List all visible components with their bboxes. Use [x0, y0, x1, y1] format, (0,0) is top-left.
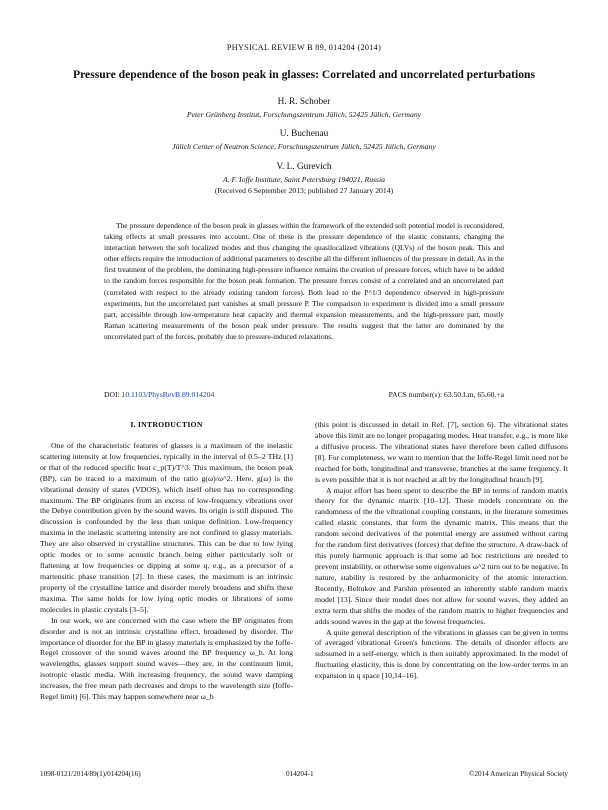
body-paragraph: In our work, we are concerned with the case where the BP originates from disorder and is not an intrinsic crystalline effect, broadened by disorder. The importance of disorder for the BP in glassy materials is emphasized by the Ioffe-Regel crossover of the sound waves around the BP frequency ω_b. At long wavelengths, glasses support sound waves—they are, in the continuum limit, isotropic elastic media. With increasing frequency, the sound wave damping increases, the free mean path decreases and drops to the wavelength size (Ioffe-Regel limit) [6]. This may happen somewhere near ω_b [40, 615, 293, 702]
author-name: U. Buchenau [279, 129, 329, 139]
body-paragraph: One of the characteristic features of glasses is a maximum of the inelastic scattering intensity at low frequencies, typically in the interval of 0.5–2 THz [1] or that of the reduced specific heat c_p(T)/T^3. This maximum, the boson peak (BP), can be traced to a maximum of the ratio g(ω)/ω^2. Here, g(ω) is the vibrational density of states (VDOS), which itself often has no corresponding maximum. The BP originates from an excess of low-frequency vibrations over the Debye contribution given by the sound waves. Its origin is still disputed. The discussion is confounded by the less than unique definition. Low-frequency maxima in the inelastic scattering intensity are not confined to glassy materials. They are also observed in crystalline structures. This can be due to low lying optic modes or to some acoustic branch being either particularly soft or flattening at low frequencies or dipping at some q, e.g., as a precursor of a martensitic phase transition [2]. In these cases, the maximum is an intrinsic property of the crystalline lattice and disorder merely broadens and shifts these maxima. The same holds for low lying optic modes or librations of some molecules in plastic crystals [3–5]. [40, 440, 293, 614]
pacs-numbers: PACS number(s): 63.50.Lm, 65.60.+a [388, 390, 504, 399]
body-paragraph: A quite general description of the vibrations in glasses can be given in terms of averaged vibrational Green's functions. The details of disorder effects are subsumed in a self-energy, which is then suitably approximated. In the model of fluctuating elasticity, this is done by concentrating on the low-order terms in an expansion in q space [10,14–16]. [315, 627, 568, 681]
right-column [315, 420, 568, 682]
running-head: PHYSICAL REVIEW B 89, 014204 (2014) [226, 43, 382, 52]
doi-pacs-row [104, 390, 504, 399]
footer-code: 1098-0121/2014/89(1)/014204(16) [40, 770, 141, 778]
section-heading: I. INTRODUCTION [130, 420, 203, 429]
author-affiliation: Peter Grünberg Institut, Forschungszentrum Jülich, 52425 Jülich, Germany [186, 110, 422, 119]
doi-link[interactable]: 10.1103/PhysRevB.89.014204 [121, 390, 215, 399]
abstract-text: The pressure dependence of the boson peak in glasses within the framework of the extended soft potential model is reconsidered, taking effects at small pressures into account. One of these is the pressure dependence of the elastic constants, changing the interaction between the soft localized modes and thus changing the quasilocalized vibrations (QLVs) of the boson peak. This and other effects require the introduction of additional parameters to describe all the different influences of the pressure in detail. As in the first treatment of the problem, the dominating high-pressure influence remains the creation of pressure forces, which have to be added to the random forces responsible for the boson peak formation. The pressure forces consist of a correlated and an uncorrelated part (correlated with respect to the already existing random forces). Both lead to the P^1/3 dependence observed in high-pressure experiments, but the uncorrelated part vanishes at small pressure P. The comparison to experiment is divided into a small pressure part, accessible through low-temperature heat capacity and thermal expansion measurements, and the high-pressure part, mostly Raman scattering measurements of the boson peak under pressure. The results suggest that the latter are dominated by the uncorrelated part of the forces, probably due to pressure-induced relaxations. [104, 221, 504, 341]
author-affiliation: Jülich Center of Neutron Science, Forschungszentrum Jülich, 52425 Jülich, Germany [172, 142, 436, 151]
paper-title: Pressure dependence of the boson peak in glasses: Correlated and uncorrelated perturbations [73, 68, 535, 81]
body-paragraph: A major effort has been spent to describe the BP in terms of random matrix theory for the dynamic matrix [10–12]. These models concentrate on the randomness of the the vibrational coupling constants, in the literature sometimes called elastic constants, that form the dynamic matrix. This means that the random second derivatives of the potential energy are assumed without caring for the random first derivatives (forces) that define the structure. A draw-back of this purely harmonic approach is that some ad hoc restrictions are needed to prevent instability, or otherwise some eigenvalues ω^2 turn out to be negative. In nature, stability is restored by the anharmonicity of the atomic interaction. Recently, Beltukov and Parshin presented an inherently stable random matrix model [13]. Since their model does not allow for sound waves, they added an extra term that shifts the modes of the random matrix to higher frequencies and adds sound waves in the gap at the lowest frequencies. [315, 485, 568, 626]
doi-label: DOI: [104, 390, 120, 399]
received-dates: (Received 6 September 2013; published 27 January 2014) [214, 186, 394, 195]
author-name: V. L. Gurevich [276, 162, 332, 172]
abstract [104, 220, 504, 342]
author-name: H. R. Schober [277, 97, 331, 107]
author-affiliation: A. F. Ioffe Institute, Saint Petersburg 194021, Russia [222, 175, 386, 184]
left-column [40, 420, 293, 703]
page-number: 014204-1 [286, 770, 314, 778]
body-paragraph: (this point is discussed in detail in Ref. [7], section 6). The vibrational states above this limit are no longer propagating modes. Heat transfer, e.g., is more like a diffusive process. The vibrational states have therefore been called diffusons [8]. For completeness, we want to mention that the Ioffe-Regel limit need not be reached for both, longitudinal and transverse, branches at the same frequency. It is even possible that it is not reached at all by the longitudinal branch [9]. [315, 420, 569, 484]
copyright: ©2014 American Physical Society [468, 770, 568, 778]
